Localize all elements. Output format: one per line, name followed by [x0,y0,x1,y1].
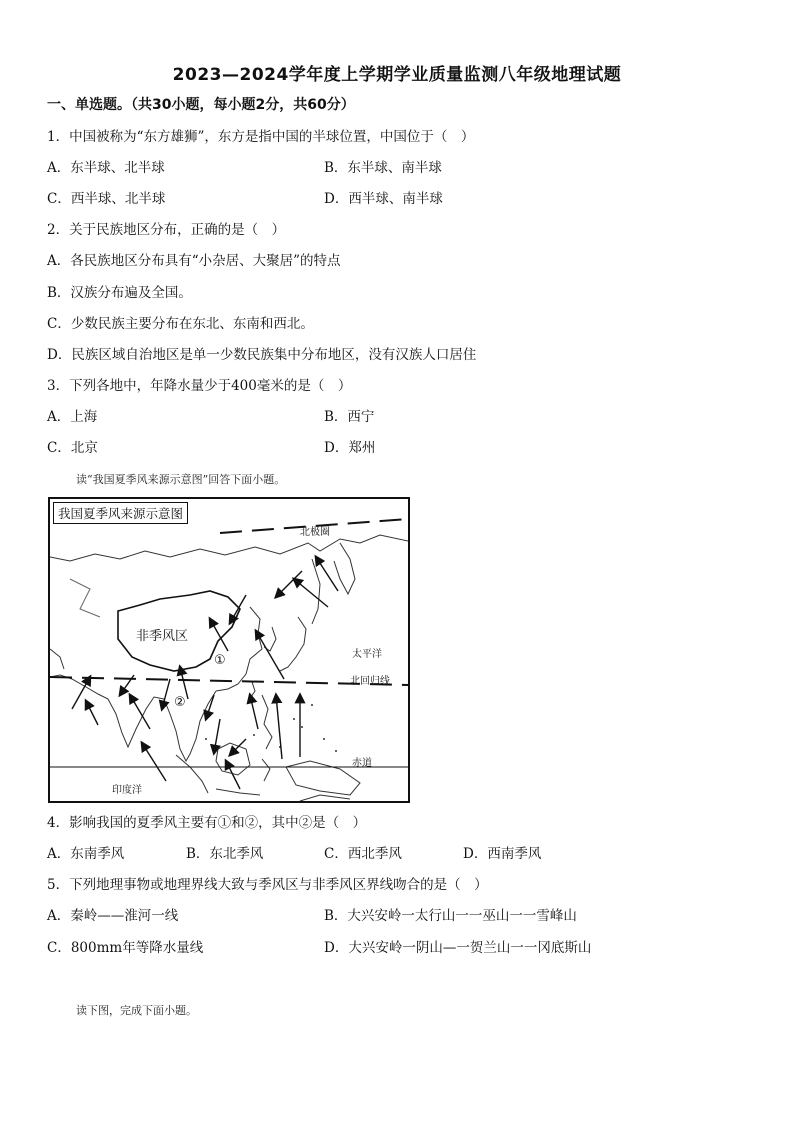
question-1-option-a[interactable]: A．东半球、北半球 [47,160,165,176]
question-4-stem: 4．影响我国的夏季风主要有①和②，其中②是（ ） [47,815,367,831]
question-3-option-c[interactable]: C．北京 [47,440,98,456]
question-3-option-b[interactable]: B．西宁 [324,409,375,425]
map-label-pacific: 太平洋 [352,649,382,660]
question-2-option-c[interactable]: C．少数民族主要分布在东北、东南和西北。 [47,316,314,332]
question-5-option-b[interactable]: B．大兴安岭一太行山一一巫山一一雪峰山 [324,908,577,924]
page-title: 2023—2024学年度上学期学业质量监测八年级地理试题 [172,65,622,85]
map-label-monsoon-1: ① [214,653,226,668]
question-1-option-c[interactable]: C．西半球、北半球 [47,191,166,207]
map-label-monsoon-2: ② [174,695,186,710]
map-label-non-monsoon: 非季风区 [136,629,189,644]
question-1-option-d[interactable]: D．西半球、南半球 [324,191,443,207]
reading-instruction-map: 读“我国夏季风来源示意图”回答下面小题。 [76,473,286,486]
question-5-option-c[interactable]: C．800mm年等降水量线 [47,940,204,956]
question-5-stem: 5．下列地理事物或地理界线大致与季风区与非季风区界线吻合的是（ ） [47,877,488,893]
question-4-option-b[interactable]: B．东北季风 [186,846,264,862]
section-heading: 一、单选题。（共30小题，每小题2分，共60分） [47,97,355,113]
map-title: 我国夏季风来源示意图 [53,502,188,524]
question-3-option-d[interactable]: D．郑州 [324,440,376,456]
question-3-option-a[interactable]: A．上海 [47,409,98,425]
map-label-equator: 赤道 [352,758,372,769]
question-4-option-d[interactable]: D．西南季风 [463,846,542,862]
reading-instruction-next: 读下图，完成下面小题。 [76,1004,197,1017]
map-label-arctic-circle: 北极圈 [300,527,330,538]
question-2-option-d[interactable]: D．民族区域自治地区是单一少数民族集中分布地区，没有汉族人口居住 [47,347,477,363]
map-label-tropic-of-cancer: 北回归线 [350,676,390,687]
question-1-stem: 1．中国被称为“东方雄狮”，东方是指中国的半球位置，中国位于（ ） [47,129,475,145]
question-2-option-a[interactable]: A．各民族地区分布具有“小杂居、大聚居”的特点 [47,253,341,269]
question-2-option-b[interactable]: B．汉族分布遍及全国。 [47,285,192,301]
question-4-option-c[interactable]: C．西北季风 [324,846,402,862]
question-3-stem: 3．下列各地中，年降水量少于400毫米的是（ ） [47,378,352,394]
summer-monsoon-map [48,497,410,803]
map-label-indian-ocean: 印度洋 [112,785,142,796]
question-5-option-a[interactable]: A．秦岭——淮河一线 [47,908,179,924]
question-2-stem: 2．关于民族地区分布，正确的是（ ） [47,222,286,238]
question-1-option-b[interactable]: B．东半球、南半球 [324,160,442,176]
question-4-option-a[interactable]: A．东南季风 [47,846,125,862]
question-5-option-d[interactable]: D．大兴安岭一阴山—一贺兰山一一冈底斯山 [324,940,592,956]
